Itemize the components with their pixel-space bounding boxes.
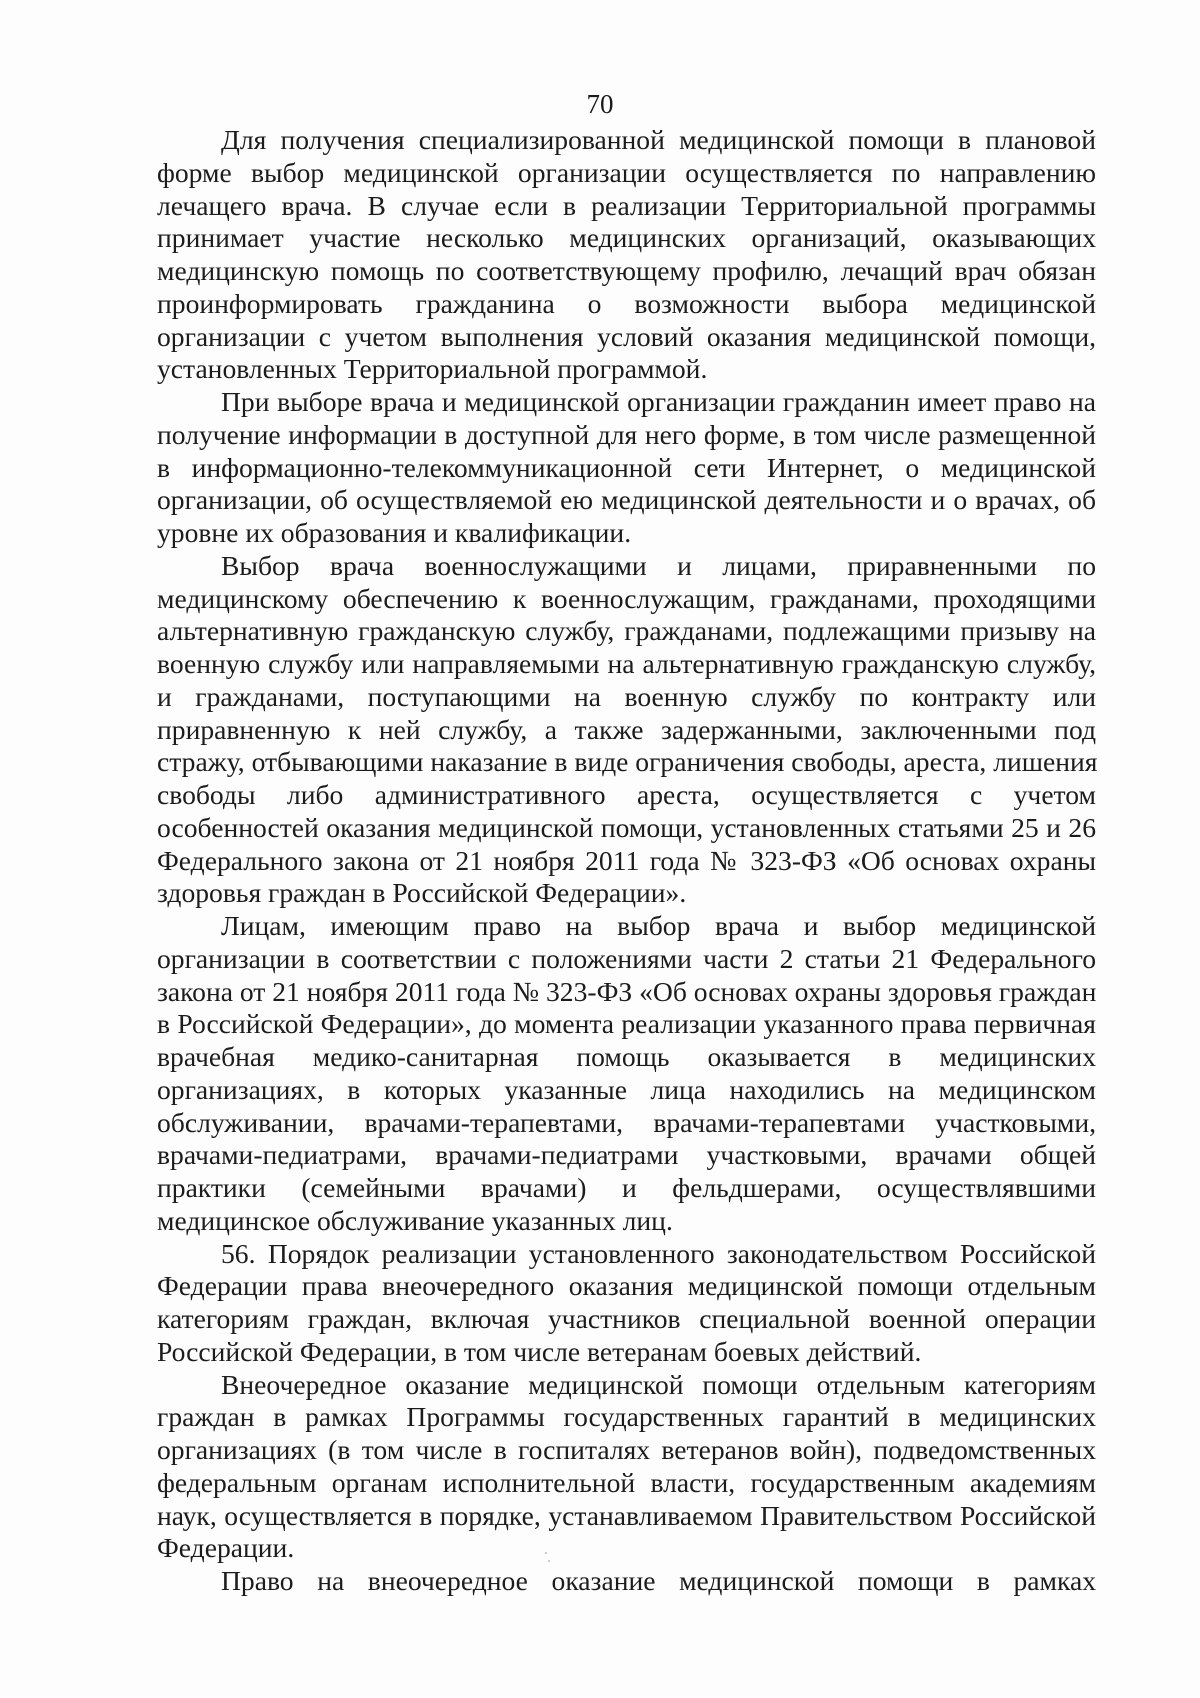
text-line: практики (семейными врачами) и фельдшерами, осуществлявшими <box>157 1172 1096 1203</box>
text-line: в информационно-телекоммуникационной сети Интернет, о медицинской <box>157 451 1096 483</box>
text-line: организации в соответствии с положениями части 2 статьи 21 Федерального <box>157 942 1096 974</box>
text-line: Лицам, имеющим право на выбор врача и выбор медицинской <box>221 910 1096 941</box>
text-line: стражу, отбывающими наказание в виде ограничения свободы, ареста, лишения <box>157 746 1098 778</box>
paragraph-p7 <box>157 1565 1096 1598</box>
text-line: форме выбор медицинской организации осуществляется по направлению <box>157 156 1096 188</box>
text-line: уровне их образования и квалификации. <box>157 517 632 548</box>
text-line: Российской Федерации, в том числе ветеранам боевых действий. <box>157 1335 922 1367</box>
text-line: Федерации права внеочередного оказания медицинской помощи отдельным <box>157 1270 1096 1302</box>
text-line: наук, осуществляется в порядке, устанавливаемом Правительством Российской <box>157 1499 1096 1531</box>
text-line: организациях (в том числе в госпиталях ветеранов войн), подведомственных <box>157 1434 1096 1465</box>
page-number: 70 <box>586 89 614 119</box>
text-line: организации с учетом выполнения условий оказания медицинской помощи, <box>157 320 1096 352</box>
text-line: свободы либо административного ареста, осуществляется с учетом <box>157 779 1096 810</box>
text-line: в Российской Федерации», до момента реализации указанного права первичная <box>157 1008 1096 1040</box>
text-line: врачебная медико-санитарная помощь оказывается в медицинских <box>157 1041 1096 1072</box>
paragraph-p3 <box>157 550 1096 910</box>
text-line: Выбор врача военнослужащими и лицами, приравненными по <box>221 549 1096 581</box>
text-line: федеральным органам исполнительной власти, государственным академиям <box>157 1466 1096 1498</box>
paragraph-p5 <box>157 1238 1096 1369</box>
text-line: особенностей оказания медицинской помощи, установленных статьями 25 и 26 <box>157 811 1096 843</box>
paragraph-p4 <box>157 910 1096 1238</box>
text-line: установленных Территориальной программой. <box>157 353 708 385</box>
text-line: и гражданами, поступающими на военную службу по контракту или <box>157 680 1096 712</box>
text-line: Внеочередное оказание медицинской помощи отдельным категориям <box>221 1368 1096 1400</box>
text-line: обслуживании, врачами-терапевтами, врачами-терапевтами участковыми, <box>157 1106 1096 1138</box>
text-line: Федерального закона от 21 ноября 2011 года № 323-ФЗ «Об основах охраны <box>157 844 1096 876</box>
paragraph-p2 <box>157 386 1096 550</box>
scan-speck <box>545 1552 547 1554</box>
text-line: Право на внеочередное оказание медицинской помощи в рамках <box>221 1565 1096 1596</box>
text-line: альтернативную гражданскую службу, гражданами, подлежащими призыву на <box>157 615 1096 647</box>
text-line: Федерации. <box>157 1532 295 1564</box>
paragraph-p1 <box>157 124 1096 386</box>
document-body <box>157 124 1096 1598</box>
text-line: принимает участие несколько медицинских организаций, оказывающих <box>157 222 1096 254</box>
text-line: проинформировать гражданина о возможности выбора медицинской <box>157 287 1096 319</box>
text-line: лечащего врача. В случае если в реализации Территориальной программы <box>157 189 1096 221</box>
text-line: При выборе врача и медицинской организации гражданин имеет право на <box>221 386 1096 417</box>
text-line: врачами-педиатрами, врачами-педиатрами участковыми, врачами общей <box>157 1139 1096 1171</box>
text-line: организациях, в которых указанные лица находились на медицинском <box>157 1073 1096 1105</box>
text-line: получение информации в доступной для него форме, в том числе размещенной <box>157 418 1096 450</box>
text-line: категориям граждан, включая участников специальной военной операции <box>157 1303 1096 1334</box>
scan-speck <box>548 1560 550 1562</box>
text-line: организации, об осуществляемой ею медицинской деятельности и о врачах, об <box>157 484 1096 516</box>
text-line: Для получения специализированной медицинской помощи в плановой <box>221 124 1096 155</box>
text-line: медицинскую помощь по соответствующему профилю, лечащий врач обязан <box>157 255 1096 286</box>
text-line: военную службу или направляемыми на альтернативную гражданскую службу, <box>157 648 1096 679</box>
text-line: здоровья граждан в Российской Федерации». <box>157 877 687 909</box>
text-line: закона от 21 ноября 2011 года № 323-ФЗ «Об основах охраны здоровья граждан <box>157 975 1097 1007</box>
text-line: 56. Порядок реализации установленного законодательством Российской <box>221 1237 1096 1269</box>
text-line: приравненную к ней службу, а также задержанными, заключенными под <box>157 713 1096 745</box>
text-line: медицинское обслуживание указанных лиц. <box>157 1204 673 1236</box>
text-line: медицинскому обеспечению к военнослужащим, гражданами, проходящими <box>157 582 1096 614</box>
text-line: граждан в рамках Программы государственных гарантий в медицинских <box>157 1401 1096 1433</box>
paragraph-p6 <box>157 1369 1096 1566</box>
